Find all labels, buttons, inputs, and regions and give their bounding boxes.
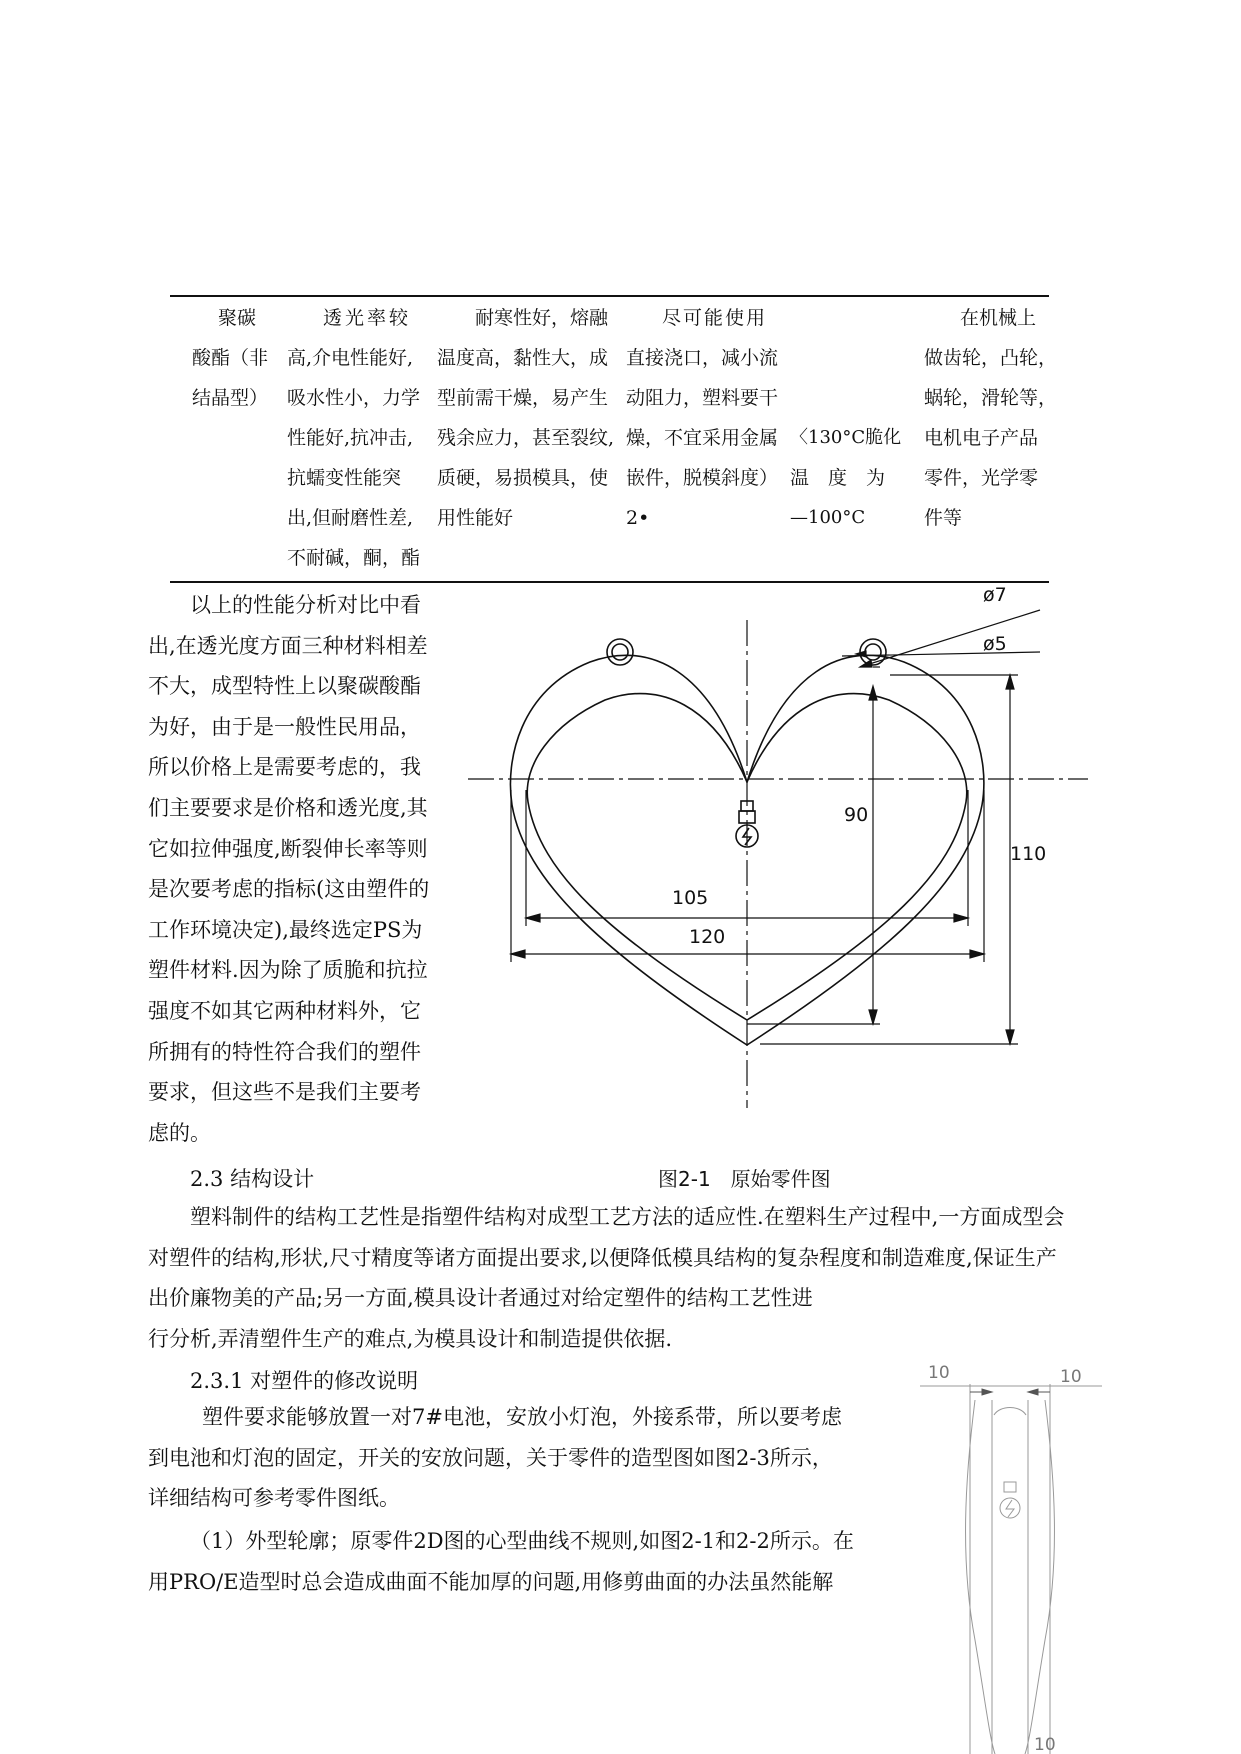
table-cell-line: 燥，不宜采用金属 bbox=[626, 427, 779, 449]
paragraph-line: 它如拉伸强度,断裂伸长率等则 bbox=[148, 836, 428, 861]
table-cell-line: 尽可能使用 bbox=[662, 307, 768, 329]
dim-label-105: 105 bbox=[672, 887, 709, 909]
table-cell-line: 耐寒性好，熔融 bbox=[475, 307, 609, 329]
left-ring-outer bbox=[607, 639, 633, 665]
paragraph-line: 对塑件的结构,形状,尺寸精度等诸方面提出要求,以便降低模具结构的复杂程度和制造难度,保证生产 bbox=[148, 1245, 1057, 1270]
paragraph-line: 塑件要求能够放置一对7#电池，安放小灯泡，外接系带，所以要考虑 bbox=[202, 1405, 842, 1429]
paragraph-line: 是次要考虑的指标(这由塑件的 bbox=[148, 877, 430, 902]
paragraph-line: 出价廉物美的产品;另一方面,模具设计者通过对给定塑件的结构工艺性进 bbox=[148, 1286, 813, 1311]
subsection-paragraph bbox=[148, 1397, 842, 1519]
paragraph-line: （1）外型轮廓；原零件2D图的心型曲线不规则,如图2-1和2-2所示。在 bbox=[190, 1529, 854, 1553]
side-dim-left: 10 bbox=[928, 1363, 950, 1383]
paragraph-line: 塑料制件的结构工艺性是指塑件结构对成型工艺方法的适应性.在塑料生产过程中,一方面成型会 bbox=[190, 1205, 1065, 1229]
paragraph-line: 要求，但这些不是我们主要考 bbox=[148, 1080, 421, 1105]
table-cell-line: 温 度 为 bbox=[790, 467, 886, 489]
left-ring-inner bbox=[612, 644, 628, 660]
outline-paragraph bbox=[148, 1521, 854, 1602]
table-cell-line: 残余应力，甚至裂纹, bbox=[437, 427, 615, 449]
table-cell-line: 〈130°C脆化 bbox=[790, 427, 902, 448]
dim-label-120: 120 bbox=[689, 926, 726, 948]
table-cell-line: 透光率较 bbox=[323, 307, 412, 329]
paragraph-line: 用PRO/E造型时总会造成曲面不能加厚的问题,用修剪曲面的办法虽然能解 bbox=[148, 1569, 834, 1594]
paragraph-line: 们主要要求是价格和透光度,其 bbox=[148, 795, 428, 820]
section-heading: 2.3 结构设计 bbox=[190, 1167, 315, 1191]
side-dim-bottom: 10 bbox=[1034, 1735, 1056, 1754]
table-cell-line: 吸水性小，力学 bbox=[287, 387, 421, 409]
table-cell-line: 动阻力，塑料要干 bbox=[626, 387, 779, 409]
table-cell-line: 抗蠕变性能突 bbox=[287, 467, 402, 489]
table-cell-line: —100°C bbox=[790, 507, 866, 528]
right-ring-inner bbox=[865, 644, 881, 660]
paragraph-line: 虑的。 bbox=[148, 1120, 211, 1145]
table-cell-line: 用性能好 bbox=[437, 507, 514, 529]
table-cell-line: 质硬，易损模具，使 bbox=[437, 467, 609, 489]
table-cell-line: 嵌件，脱模斜度） bbox=[626, 467, 779, 489]
section-paragraph bbox=[148, 1197, 1064, 1359]
dim-label-d7: ø7 bbox=[983, 584, 1007, 606]
table-cell-line: 直接浇口，减小流 bbox=[626, 347, 779, 369]
paragraph-line: 到电池和灯泡的固定，开关的安放问题，关于零件的造型图如图2-3所示， bbox=[148, 1445, 833, 1470]
table-cell-line: 出,但耐磨性差, bbox=[287, 507, 414, 529]
paragraph-line: 出,在透光度方面三种材料相差 bbox=[148, 633, 428, 658]
table-cell-line: 零件，光学零 bbox=[924, 467, 1039, 489]
table-cell-line: 做齿轮，凸轮， bbox=[924, 347, 1058, 369]
subsection-heading: 2.3.1 对塑件的修改说明 bbox=[190, 1369, 419, 1393]
dim-label-d5: ø5 bbox=[983, 633, 1007, 655]
table-cell-line: 2• bbox=[626, 507, 650, 529]
paragraph-line: 以上的性能分析对比中看 bbox=[190, 593, 421, 617]
paragraph-line: 所拥有的特性符合我们的塑件 bbox=[148, 1039, 421, 1064]
table-cell-line: 高,介电性能好, bbox=[287, 347, 414, 369]
paragraph-line: 所以价格上是需要考虑的，我 bbox=[148, 755, 421, 780]
table-cell-line: 性能好,抗冲击, bbox=[287, 427, 414, 449]
table-cell-line: 不耐碱，酮，酯 bbox=[287, 547, 421, 569]
paragraph-line: 不大，成型特性上以聚碳酸酯 bbox=[148, 674, 421, 699]
table-cell-line: 件等 bbox=[924, 507, 963, 529]
table-cell-line: 结晶型） bbox=[192, 387, 269, 409]
dim-label-90: 90 bbox=[844, 804, 869, 826]
table-cell-line: 型前需干燥，易产生 bbox=[437, 387, 609, 409]
paragraph-line: 工作环境决定),最终选定PS为 bbox=[148, 917, 423, 942]
paragraph-line: 强度不如其它两种材料外，它 bbox=[148, 998, 421, 1023]
figure-2-1-caption: 图2-1 原始零件图 bbox=[658, 1167, 831, 1191]
paragraph-line: 塑件材料.因为除了质脆和抗拉 bbox=[148, 958, 428, 983]
side-dim-right: 10 bbox=[1060, 1367, 1082, 1387]
table-cell-line: 在机械上 bbox=[960, 307, 1037, 329]
paragraph-line: 详细结构可参考零件图纸。 bbox=[148, 1486, 400, 1511]
dim-label-110: 110 bbox=[1010, 843, 1047, 865]
table-cell-line: 酸酯（非 bbox=[192, 347, 269, 369]
table-cell-line: 温度高，黏性大，成 bbox=[437, 347, 609, 369]
table-cell-line: 聚碳 bbox=[218, 307, 257, 329]
side-view-drawing bbox=[920, 1384, 1102, 1754]
table-cell-line: 电机电子产品 bbox=[924, 427, 1039, 449]
table-cell-line: 蜗轮，滑轮等， bbox=[924, 387, 1058, 409]
paragraph-line: 行分析,弄清塑件生产的难点,为模具设计和制造提供依据. bbox=[148, 1326, 673, 1351]
paragraph-line: 为好，由于是一般性民用品， bbox=[148, 714, 421, 739]
